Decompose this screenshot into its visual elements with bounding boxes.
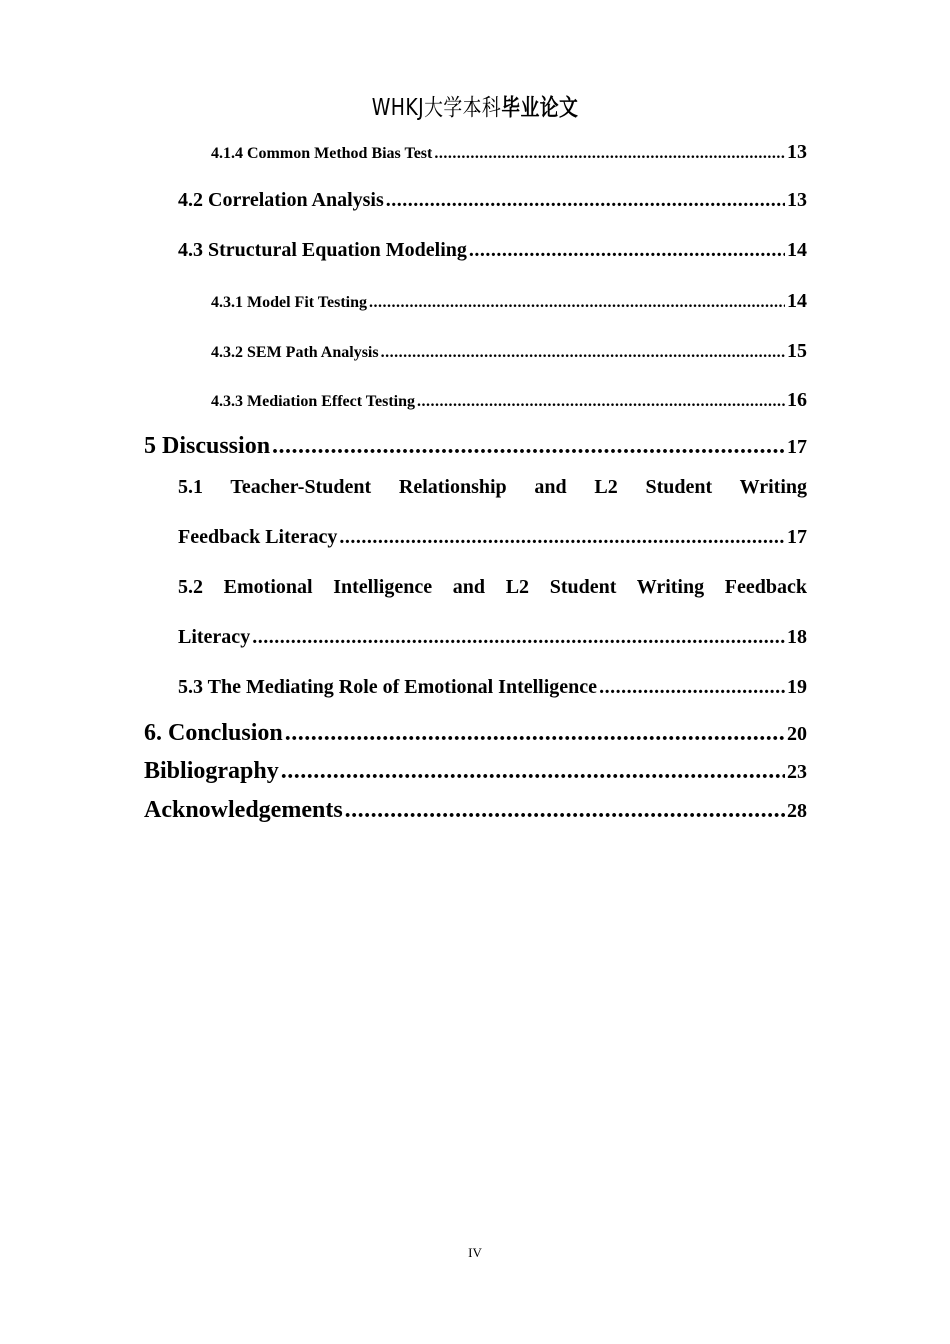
toc-page-number: 28 xyxy=(787,800,807,822)
dot-leader xyxy=(417,393,785,411)
dot-leader xyxy=(599,676,785,699)
toc-label: 5 Discussion xyxy=(144,433,271,459)
toc-label: 6. Conclusion xyxy=(144,720,283,746)
toc-page-number: 14 xyxy=(787,239,807,261)
toc-entry-5-1-line1[interactable]: 5.1 Teacher-Student Relationship and L2 Student Writing xyxy=(178,476,807,498)
toc-entry-5-1[interactable] xyxy=(178,526,807,549)
toc-entry-acknowledgements[interactable] xyxy=(144,797,807,824)
dot-leader xyxy=(339,526,785,549)
toc-page-number: 20 xyxy=(787,723,807,745)
toc-page-number: 16 xyxy=(787,389,807,411)
dot-leader xyxy=(345,797,785,824)
toc-label: 4.3.2 SEM Path Analysis xyxy=(211,344,379,361)
header-title: WHKJ大学本科 xyxy=(371,95,502,121)
dot-leader xyxy=(252,626,785,649)
toc-label: 4.1.4 Common Method Bias Test xyxy=(211,145,433,162)
toc-page-number: 23 xyxy=(787,761,807,783)
dot-leader xyxy=(386,189,785,212)
toc-page-number: 14 xyxy=(787,290,807,312)
toc-page-number: 13 xyxy=(787,189,807,211)
toc-entry-5[interactable] xyxy=(144,433,807,460)
toc-entry-bibliography[interactable] xyxy=(144,758,807,785)
dot-leader xyxy=(381,344,785,362)
toc-page-number: 17 xyxy=(787,436,807,458)
toc-entry-4-3-1[interactable] xyxy=(211,290,807,313)
toc-page-number: 17 xyxy=(787,526,807,548)
toc-label: Acknowledgements xyxy=(144,797,343,823)
toc-label: 4.3.1 Model Fit Testing xyxy=(211,294,368,311)
toc-page-number: 13 xyxy=(787,141,807,163)
dot-leader xyxy=(434,145,785,163)
toc-page-number: 15 xyxy=(787,340,807,362)
toc-entry-5-3[interactable] xyxy=(178,676,807,699)
toc-entry-5-2[interactable] xyxy=(178,626,807,649)
page-number: IV xyxy=(468,1245,482,1260)
toc-page-number: 19 xyxy=(787,676,807,698)
toc-label: Feedback Literacy xyxy=(178,526,338,548)
toc-entry-6[interactable] xyxy=(144,720,807,747)
toc-page-number: 18 xyxy=(787,626,807,648)
toc-label: 4.2 Correlation Analysis xyxy=(178,189,384,211)
dot-leader xyxy=(469,239,785,262)
toc-entry-4-3[interactable] xyxy=(178,239,807,262)
toc-label: 4.3 Structural Equation Modeling xyxy=(178,239,467,261)
dot-leader xyxy=(272,433,785,460)
toc-entry-4-3-3[interactable] xyxy=(211,389,807,412)
header-title-bold: 毕业论文 xyxy=(501,95,579,121)
toc-label: Bibliography xyxy=(144,758,279,784)
toc-label: 5.3 The Mediating Role of Emotional Intelligence xyxy=(178,676,598,698)
dot-leader xyxy=(285,720,785,747)
toc-entry-4-1-4[interactable] xyxy=(211,141,807,164)
dot-leader xyxy=(281,758,785,785)
dot-leader xyxy=(369,294,785,312)
toc-label: 4.3.3 Mediation Effect Testing xyxy=(211,393,415,410)
toc-label: Literacy xyxy=(178,626,251,648)
toc-entry-4-3-2[interactable] xyxy=(211,340,807,363)
toc-entry-5-2-line1[interactable]: 5.2 Emotional Intelligence and L2 Student Writing Feedback xyxy=(178,576,807,598)
toc-entry-4-2[interactable] xyxy=(178,189,807,212)
